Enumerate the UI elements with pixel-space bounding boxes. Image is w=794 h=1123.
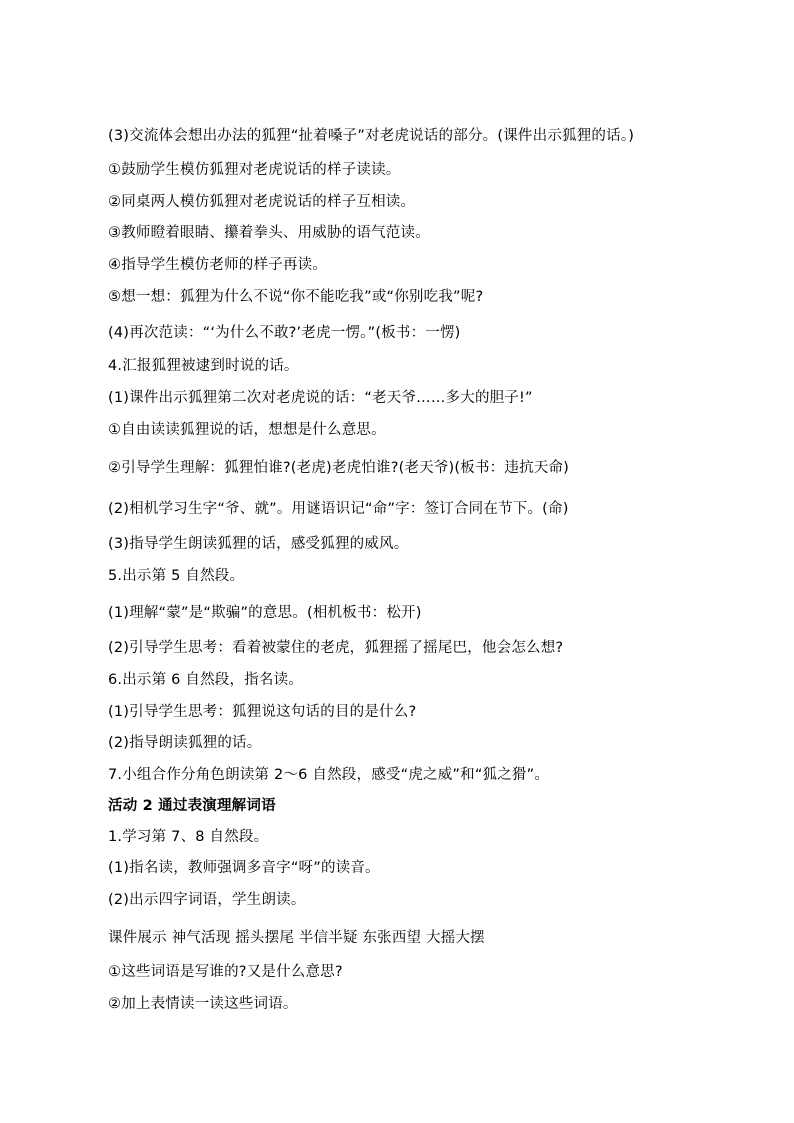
text-line: 1.学习第 7、8 自然段。 bbox=[108, 829, 269, 845]
text-line: (3)交流体会想出办法的狐狸“扯着嗓子”对老虎说话的部分。(课件出示狐狸的话。) bbox=[108, 128, 635, 144]
text-line: 4.汇报狐狸被逮到时说的话。 bbox=[108, 358, 299, 374]
text-line: ⑤想一想：狐狸为什么不说“你不能吃我”或“你别吃我”呢? bbox=[108, 289, 484, 305]
text-line: ①这些词语是写谁的?又是什么意思? bbox=[108, 964, 343, 980]
text-line: (2)指导朗读狐狸的话。 bbox=[108, 735, 262, 751]
text-line: (4)再次范读：“‘为什么不敢?’老虎一愣。”(板书：一愣) bbox=[108, 325, 461, 341]
text-line: 7.小组合作分角色朗读第 2～6 自然段，感受“虎之威”和“狐之猾”。 bbox=[108, 767, 550, 783]
text-line: ④指导学生模仿老师的样子再读。 bbox=[108, 257, 327, 273]
text-line: (3)指导学生朗读狐狸的话，感受狐狸的威风。 bbox=[108, 536, 409, 552]
text-line: (1)指名读，教师强调多音字“呀”的读音。 bbox=[108, 860, 380, 876]
text-line: ②引导学生理解：狐狸怕谁?(老虎)老虎怕谁?(老天爷)(板书：违抗天命) bbox=[108, 460, 570, 476]
text-line: (1)理解“蒙”是“欺骗”的意思。(相机板书：松开) bbox=[108, 605, 422, 621]
text-line: ②同桌两人模仿狐狸对老虎说话的样子互相读。 bbox=[108, 194, 416, 210]
word-list-line: 课件展示 神气活现 摇头摆尾 半信半疑 东张西望 大摇大摆 bbox=[108, 930, 485, 946]
text-line: 6.出示第 6 自然段，指名读。 bbox=[108, 672, 303, 688]
text-line: 5.出示第 5 自然段。 bbox=[108, 568, 245, 584]
text-line: (1)课件出示狐狸第二次对老虎说的话：“老天爷……多大的胆子!” bbox=[108, 390, 533, 406]
text-line: (2)出示四字词语，学生朗读。 bbox=[108, 892, 306, 908]
text-line: (2)引导学生思考：看着被蒙住的老虎，狐狸摇了摇尾巴，他会怎么想? bbox=[108, 640, 564, 656]
text-line: ①鼓励学生模仿狐狸对老虎说话的样子读读。 bbox=[108, 162, 401, 178]
text-line: (1)引导学生思考：狐狸说这句话的目的是什么? bbox=[108, 704, 417, 720]
section-heading: 活动 2 通过表演理解词语 bbox=[108, 798, 276, 814]
text-line: ③教师瞪着眼睛、攥着拳头、用威胁的语气范读。 bbox=[108, 225, 430, 241]
text-line: (2)相机学习生字“爷、就”。用谜语识记“命”字：签订合同在节下。(命) bbox=[108, 501, 569, 517]
text-line: ①自由读读狐狸说的话，想想是什么意思。 bbox=[108, 422, 386, 438]
text-line: ②加上表情读一读这些词语。 bbox=[108, 996, 298, 1012]
